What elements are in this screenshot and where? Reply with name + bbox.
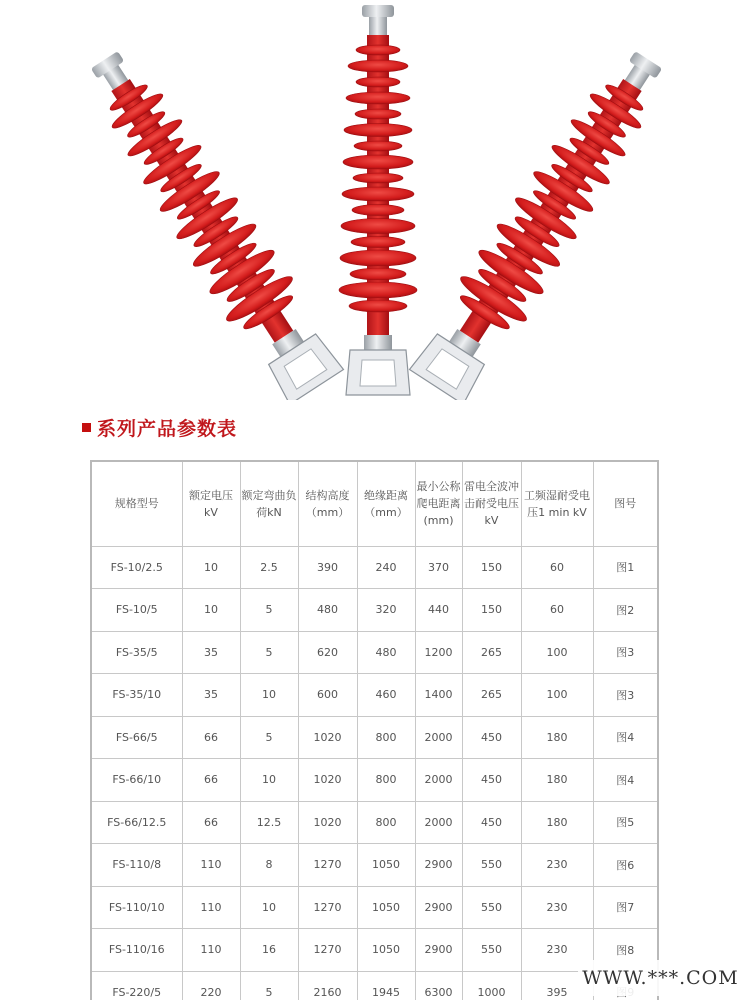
model-cell: FS-66/10 — [91, 759, 182, 802]
value-cell: 265 — [462, 674, 521, 717]
value-cell: 550 — [462, 844, 521, 887]
value-cell: 10 — [182, 589, 240, 632]
value-cell: 230 — [521, 886, 593, 929]
value-cell: 370 — [415, 546, 462, 589]
value-cell: 6300 — [415, 971, 462, 1000]
value-cell: 2000 — [415, 759, 462, 802]
value-cell: 1945 — [357, 971, 415, 1000]
value-cell: 5 — [240, 631, 298, 674]
insulator-left — [72, 39, 350, 400]
value-cell: 35 — [182, 631, 240, 674]
table-row — [91, 801, 658, 844]
table-row — [91, 546, 658, 589]
value-cell: 800 — [357, 759, 415, 802]
col-header: 结构高度（mm） — [298, 461, 357, 546]
value-cell: 66 — [182, 759, 240, 802]
value-cell: 450 — [462, 759, 521, 802]
value-cell: 800 — [357, 716, 415, 759]
value-cell: 图2 — [593, 589, 658, 632]
value-cell: 图4 — [593, 716, 658, 759]
value-cell: 图1 — [593, 546, 658, 589]
value-cell: 150 — [462, 546, 521, 589]
value-cell: 图8 — [593, 929, 658, 972]
value-cell: 35 — [182, 674, 240, 717]
value-cell: 150 — [462, 589, 521, 632]
value-cell: 2900 — [415, 844, 462, 887]
value-cell: 2000 — [415, 716, 462, 759]
value-cell: 100 — [521, 674, 593, 717]
model-cell: FS-66/5 — [91, 716, 182, 759]
value-cell: 2900 — [415, 929, 462, 972]
table-body — [91, 546, 658, 1000]
col-header: 规格型号 — [91, 461, 182, 546]
value-cell: 2900 — [415, 886, 462, 929]
value-cell: 600 — [298, 674, 357, 717]
insulator-right — [404, 39, 682, 400]
value-cell: 16 — [240, 929, 298, 972]
value-cell: 550 — [462, 886, 521, 929]
value-cell: 230 — [521, 929, 593, 972]
value-cell: 1020 — [298, 801, 357, 844]
model-cell: FS-110/8 — [91, 844, 182, 887]
value-cell: 450 — [462, 716, 521, 759]
value-cell: 180 — [521, 759, 593, 802]
section-heading — [82, 412, 237, 442]
table-row — [91, 929, 658, 972]
value-cell: 1000 — [462, 971, 521, 1000]
value-cell: 800 — [357, 801, 415, 844]
value-cell: 10 — [240, 886, 298, 929]
table-row — [91, 716, 658, 759]
value-cell: 1020 — [298, 759, 357, 802]
value-cell: 66 — [182, 716, 240, 759]
col-header: 雷电全波冲击耐受电压kV — [462, 461, 521, 546]
value-cell: 图7 — [593, 886, 658, 929]
table-row — [91, 674, 658, 717]
col-header: 工频湿耐受电压1 min kV — [521, 461, 593, 546]
spec-table — [90, 460, 659, 1000]
model-cell: FS-35/5 — [91, 631, 182, 674]
insulator-center — [339, 5, 417, 395]
model-cell: FS-35/10 — [91, 674, 182, 717]
model-cell: FS-66/12.5 — [91, 801, 182, 844]
value-cell: 5 — [240, 971, 298, 1000]
value-cell: 5 — [240, 716, 298, 759]
value-cell: 265 — [462, 631, 521, 674]
value-cell: 480 — [298, 589, 357, 632]
col-header: 图号 — [593, 461, 658, 546]
model-cell: FS-220/5 — [91, 971, 182, 1000]
model-cell: FS-10/5 — [91, 589, 182, 632]
value-cell: 480 — [357, 631, 415, 674]
value-cell: 图3 — [593, 631, 658, 674]
value-cell: 395 — [521, 971, 593, 1000]
value-cell: 620 — [298, 631, 357, 674]
product-photo-insulators — [0, 0, 750, 400]
table-header-row — [91, 461, 658, 546]
value-cell: 12.5 — [240, 801, 298, 844]
table-row — [91, 589, 658, 632]
value-cell: 110 — [182, 886, 240, 929]
value-cell: 1400 — [415, 674, 462, 717]
model-cell: FS-110/16 — [91, 929, 182, 972]
col-header: 额定弯曲负荷kN — [240, 461, 298, 546]
col-header: 绝缘距离（mm） — [357, 461, 415, 546]
value-cell: 10 — [240, 674, 298, 717]
value-cell: 1050 — [357, 929, 415, 972]
table-row — [91, 971, 658, 1000]
value-cell: 66 — [182, 801, 240, 844]
value-cell: 图6 — [593, 844, 658, 887]
value-cell: 1020 — [298, 716, 357, 759]
value-cell: 60 — [521, 589, 593, 632]
value-cell: 60 — [521, 546, 593, 589]
value-cell: 110 — [182, 929, 240, 972]
value-cell: 2.5 — [240, 546, 298, 589]
model-cell: FS-110/10 — [91, 886, 182, 929]
value-cell: 2000 — [415, 801, 462, 844]
value-cell: 1200 — [415, 631, 462, 674]
value-cell: 460 — [357, 674, 415, 717]
value-cell: 图5 — [593, 801, 658, 844]
value-cell: 图3 — [593, 674, 658, 717]
value-cell: 220 — [182, 971, 240, 1000]
value-cell: 1270 — [298, 929, 357, 972]
heading-marker-icon — [82, 423, 91, 432]
section-title: 系列产品参数表 — [97, 417, 238, 440]
watermark: WWW.***.COM — [578, 960, 743, 996]
value-cell: 230 — [521, 844, 593, 887]
value-cell: 100 — [521, 631, 593, 674]
value-cell: 8 — [240, 844, 298, 887]
value-cell: 图4 — [593, 759, 658, 802]
table-row — [91, 886, 658, 929]
col-header: 最小公称爬电距离(mm) — [415, 461, 462, 546]
value-cell: 1270 — [298, 886, 357, 929]
table-row — [91, 844, 658, 887]
value-cell: 240 — [357, 546, 415, 589]
value-cell: 2160 — [298, 971, 357, 1000]
value-cell: 320 — [357, 589, 415, 632]
value-cell: 5 — [240, 589, 298, 632]
value-cell: 10 — [240, 759, 298, 802]
table-row — [91, 759, 658, 802]
value-cell: 550 — [462, 929, 521, 972]
model-cell: FS-10/2.5 — [91, 546, 182, 589]
table-row — [91, 631, 658, 674]
value-cell: 180 — [521, 716, 593, 759]
value-cell: 390 — [298, 546, 357, 589]
value-cell: 180 — [521, 801, 593, 844]
value-cell: 110 — [182, 844, 240, 887]
col-header: 额定电压kV — [182, 461, 240, 546]
value-cell: 1050 — [357, 886, 415, 929]
value-cell: 10 — [182, 546, 240, 589]
value-cell: 1270 — [298, 844, 357, 887]
value-cell: 450 — [462, 801, 521, 844]
value-cell: 1050 — [357, 844, 415, 887]
value-cell: 440 — [415, 589, 462, 632]
